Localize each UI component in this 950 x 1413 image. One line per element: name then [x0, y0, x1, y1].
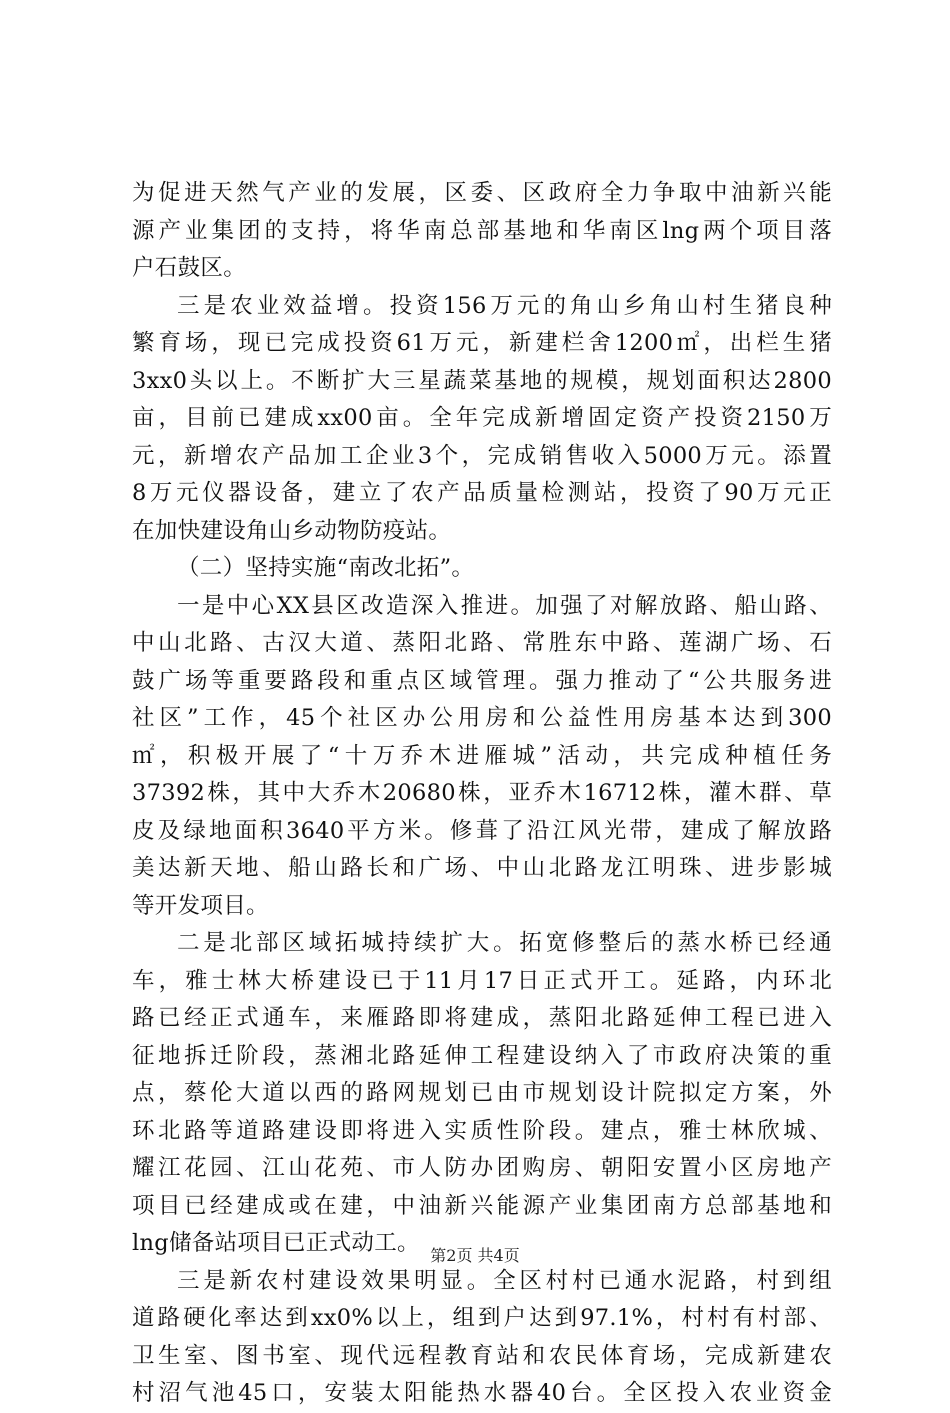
section-heading [132, 550, 832, 588]
paragraph-agriculture [132, 288, 832, 551]
text-line: 环北路等道路建设即将进入实质性阶段。建点，雅士林欣城、 [132, 1117, 832, 1144]
text-line: 为促进天然气产业的发展，区委、区政府全力争取中油新兴能 [132, 180, 832, 206]
text-line: 村沼气池45口，安装太阳能热水器40台。全区投入农业资金 [132, 1380, 832, 1406]
text-line: 等开发项目。 [132, 892, 269, 919]
text-line: 三是农业效益增。投资156万元的角山乡角山村生猪良种 [177, 292, 832, 319]
text-line: 一是中心XX县区改造深入推进。加强了对解放路、船山路、 [177, 592, 832, 619]
text-line: 车，雅士林大桥建设已于11月17日正式开工。延路，内环北 [132, 967, 832, 994]
text-line: 道路硬化率达到xx0%以上，组到户达到97.1%，村村有村部、 [132, 1305, 832, 1331]
text-line: lng储备站项目已正式动工。 [132, 1230, 420, 1256]
text-line: 37392株，其中大乔木20680株，亚乔木16712株，灌木群、草 [132, 780, 832, 806]
text-line: 户石鼓区。 [132, 255, 247, 281]
document-body [132, 175, 832, 1413]
paragraph-northern-expansion [132, 925, 832, 1263]
text-line: 项目已经建成或在建，中油新兴能源产业集团南方总部基地和 [132, 1192, 832, 1219]
text-line: 在加快建设角山乡动物防疫站。 [132, 517, 452, 544]
text-line: 元，新增农产品加工企业3个，完成销售收入5000万元。添置 [132, 442, 832, 469]
text-line: 点，蔡伦大道以西的路网规划已由市规划设计院拟定方案，外 [132, 1080, 832, 1106]
text-line: （二）坚持实施“南改北拓”。 [177, 555, 475, 581]
text-line: 中山北路、古汉大道、蒸阳北路、常胜东中路、莲湖广场、石 [132, 630, 832, 656]
text-line: 繁育场，现已完成投资61万元，新建栏舍1200㎡，出栏生猪 [132, 330, 832, 356]
text-line: ㎡，积极开展了“十万乔木进雁城”活动，共完成种植任务 [132, 742, 832, 769]
paragraph-new-countryside [132, 1263, 832, 1413]
text-line: 8万元仪器设备，建立了农产品质量检测站，投资了90万元正 [132, 480, 832, 506]
text-line: 源产业集团的支持，将华南总部基地和华南区lng两个项目落 [132, 217, 832, 244]
page-number-footer: 第2页 共4页 [430, 1246, 520, 1265]
text-line: 二是北部区域拓城持续扩大。拓宽修整后的蒸水桥已经通 [177, 930, 832, 956]
text-line: 美达新天地、船山路长和广场、中山北路龙江明珠、进步影城 [132, 855, 832, 881]
text-line: 卫生室、图书室、现代远程教育站和农民体育场，完成新建农 [132, 1342, 832, 1369]
text-line: 耀江花园、江山花苑、市人防办团购房、朝阳安置小区房地产 [132, 1155, 832, 1181]
text-line: 三是新农村建设效果明显。全区村村已通水泥路，村到组 [177, 1267, 832, 1294]
text-line: 3xx0头以上。不断扩大三星蔬菜基地的规模，规划面积达2800 [132, 367, 832, 394]
text-line: 鼓广场等重要路段和重点区域管理。强力推动了“公共服务进 [132, 667, 832, 694]
text-line: 皮及绿地面积3640平方米。修葺了沿江风光带，建成了解放路 [132, 817, 832, 844]
paragraph-natural-gas [132, 175, 832, 288]
text-line: 征地拆迁阶段，蒸湘北路延伸工程建设纳入了市政府决策的重 [132, 1042, 832, 1069]
text-line: 路已经正式通车，来雁路即将建成，蒸阳北路延伸工程已进入 [132, 1005, 832, 1031]
text-line: 亩，目前已建成xx00亩。全年完成新增固定资产投资2150万 [132, 405, 832, 431]
text-line: 社区”工作，45个社区办公用房和公益性用房基本达到300 [132, 705, 832, 731]
paragraph-central-district [132, 588, 832, 926]
